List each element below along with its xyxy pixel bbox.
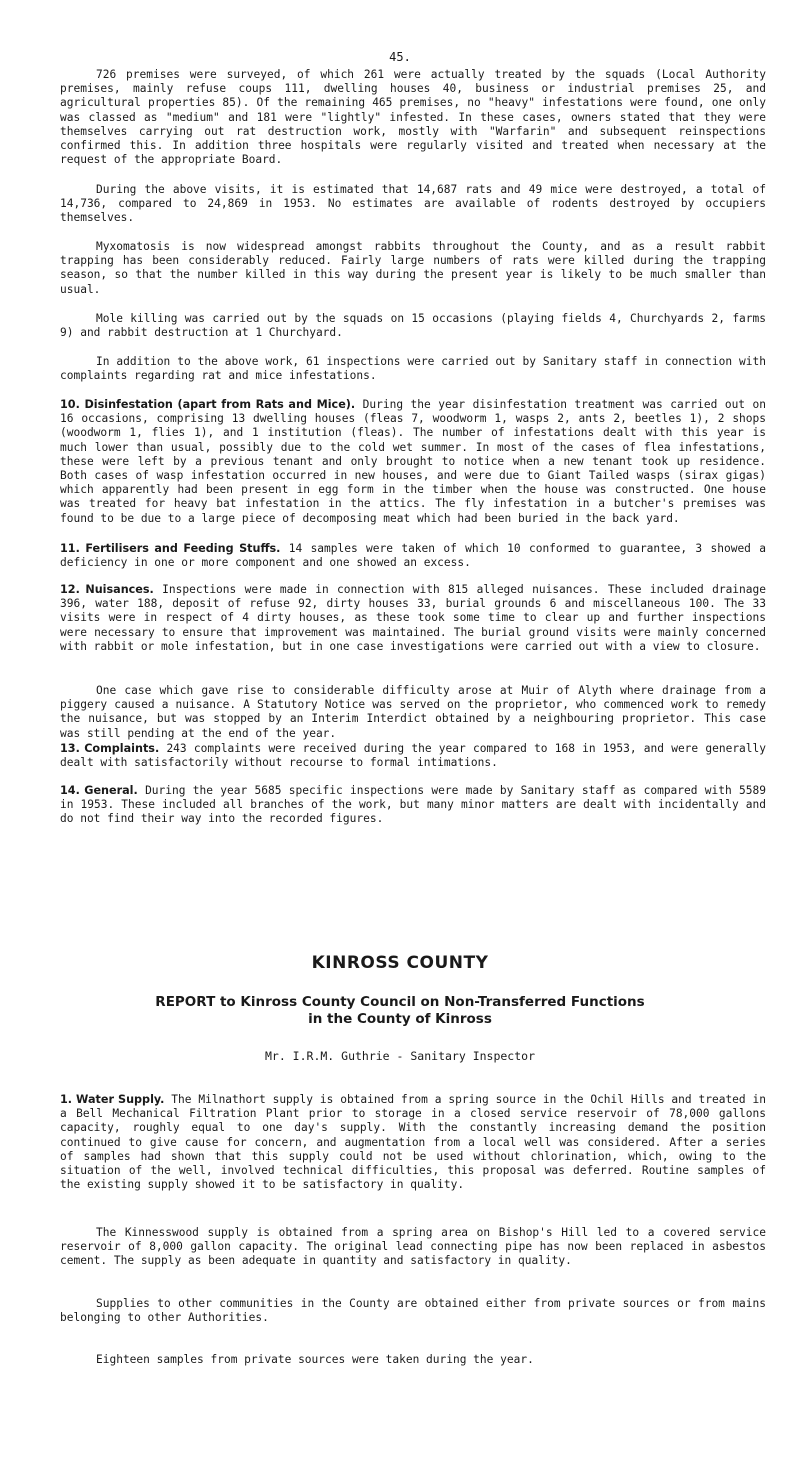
section-water-supply-heading: 1. Water Supply. <box>60 1093 165 1106</box>
page-number: 45. <box>389 50 411 64</box>
section-water-supply <box>60 1093 766 1192</box>
section-fertilisers <box>60 542 766 570</box>
section-general <box>60 784 766 827</box>
section-fertilisers-body: 14 samples were taken of which 10 conformed to guarantee, 3 showed a deficiency in one or more component and one showed an excess. <box>60 542 766 570</box>
section-nuisances-heading: 12. Nuisances. <box>60 583 154 596</box>
report-title-line-2: in the County of Kinross <box>308 1011 492 1027</box>
paragraph-inspections: In addition to the above work, 61 inspections were carried out by Sanitary staff in connection with complaints regarding rat and mice infestations. <box>60 355 766 383</box>
section-disinfestation-body: During the year disinfestation treatment was carried out on 16 occasions, comprising 13 dwelling houses (fleas 7, woodworm 1, wasps 2, ants 2, beetles 1), 2 shops (woodworm 1, flies 1), and 1 institution (fleas). The number of infestations dealt with this year is much lower than usual, possibly due to the cold wet summer. In most of the cases of flea infestations, these were left by a previous tenant and only brought to notice when a new tenant took up residence. Both cases of wasp infestation occurred in new houses, and were due to Giant Tailed wasps (sirax gigas) which apparently had been present in egg form in the timber when the house was constructed. One house was treated for heavy bat infestation in the attics. The fly infestation in a butcher's premises was found to be due to a large piece of decomposing meat which had been buried in the back yard. <box>60 398 766 525</box>
paragraph-myxomatosis: Myxomatosis is now widespread amongst rabbits throughout the County, and as a result rabbit trapping has been considerably reduced. Fairly large numbers of rats were killed during the trapping season, so that the number killed in this way during the present year is likely to be much smaller than usual. <box>60 240 766 296</box>
paragraph-other-supplies: Supplies to other communities in the County are obtained either from private sources or from mains belonging to other Authorities. <box>60 1297 766 1325</box>
paragraph-mole-killing: Mole killing was carried out by the squads on 15 occasions (playing fields 4, Churchyards 2, farms 9) and rabbit destruction at 1 Churchyard. <box>60 312 766 340</box>
section-general-heading: 14. General. <box>60 784 138 797</box>
paragraph-private-samples: Eighteen samples from private sources were taken during the year. <box>96 1353 534 1366</box>
section-complaints <box>60 742 766 770</box>
section-general-body: During the year 5685 specific inspections were made by Sanitary staff as compared with 5589 in 1953. These included all branches of the work, but many minor matters are dealt with incidentally and do not find their way into the recorded figures. <box>60 784 766 826</box>
paragraph-kinnesswood: The Kinnesswood supply is obtained from a spring area on Bishop's Hill led to a covered service reservoir of 8,000 gallon capacity. The original lead connecting pipe has now been replaced in asbestos cement. The supply as been adequate in quantity and satisfactory in quality. <box>60 1226 766 1268</box>
section-water-supply-body: The Milnathort supply is obtained from a spring source in the Ochil Hills and treated in a Bell Mechanical Filtration Plant prior to storage in a closed service reservoir of 78,000 gallons capacity, roughly equal to one day's supply. With the constantly increasing demand the position continued to give cause for concern, and augmentation from a local well was considered. After a series of samples had shown that this supply could not be used without chlorination, which, owing to the situation of the well, involved technical difficulties, this proposal was deferred. Routine samples of the existing supply showed it to be satisfactory in quality. <box>60 1093 766 1192</box>
paragraph-piggery-case: One case which gave rise to considerable difficulty arose at Muir of Alyth where drainage from a piggery caused a nuisance. A Statutory Notice was served on the proprietor, who commenced work to remedy the nuisance, but was stopped by an Interim Interdict obtained by a neighbouring proprietor. This case was still pending at the end of the year. <box>60 684 766 740</box>
kinross-county-heading: KINROSS COUNTY <box>311 953 489 973</box>
inspector-line: Mr. I.R.M. Guthrie - Sanitary Inspector <box>264 1049 536 1063</box>
section-disinfestation <box>60 398 766 526</box>
paragraph-rodents-destroyed: During the above visits, it is estimated that 14,687 rats and 49 mice were destroyed, a total of 14,736, compared to 24,869 in 1953. No estimates are available of rodents destroyed by occupiers themselves. <box>60 183 766 225</box>
section-nuisances-body: Inspections were made in connection with 815 alleged nuisances. These included drainage 396, water 188, deposit of refuse 92, dirty houses 33, burial grounds 6 and miscellaneous 100. The 33 visits were in respect of 4 dirty houses, as these took some time to clear up and further inspections were necessary to ensure that improvement was maintained. The burial ground visits were mainly concerned with rabbit or mole infestation, but in one case investigations were carried out with a view to closure. <box>60 583 766 653</box>
report-title-line-1: REPORT to Kinross County Council on Non-Transferred Functions <box>155 994 645 1010</box>
report-title <box>0 994 800 1028</box>
paragraph-rat-survey: 726 premises were surveyed, of which 261 were actually treated by the squads (Local Authority premises, mainly refuse coups 111, dwelling houses 40, business or industrial premises 25, and agricultural properties 85). Of the remaining 465 premises, no "heavy" infestations were found, one only was classed as "medium" and 181 were "lightly" infested. In these cases, owners stated that they were themselves carrying out rat destruction work, mostly with "Warfarin" and subsequent reinspections confirmed this. In addition three hospitals were regularly visited and treated when necessary at the request of the appropriate Board. <box>60 68 766 167</box>
section-complaints-body: 243 complaints were received during the year compared to 168 in 1953, and were generally dealt with satisfactorily without recourse to formal intimations. <box>60 742 766 770</box>
section-disinfestation-heading: 10. Disinfestation (apart from Rats and Mice). <box>60 398 356 411</box>
section-fertilisers-heading: 11. Fertilisers and Feeding Stuffs. <box>60 542 281 555</box>
section-nuisances <box>60 583 766 654</box>
section-complaints-heading: 13. Complaints. <box>60 742 160 755</box>
